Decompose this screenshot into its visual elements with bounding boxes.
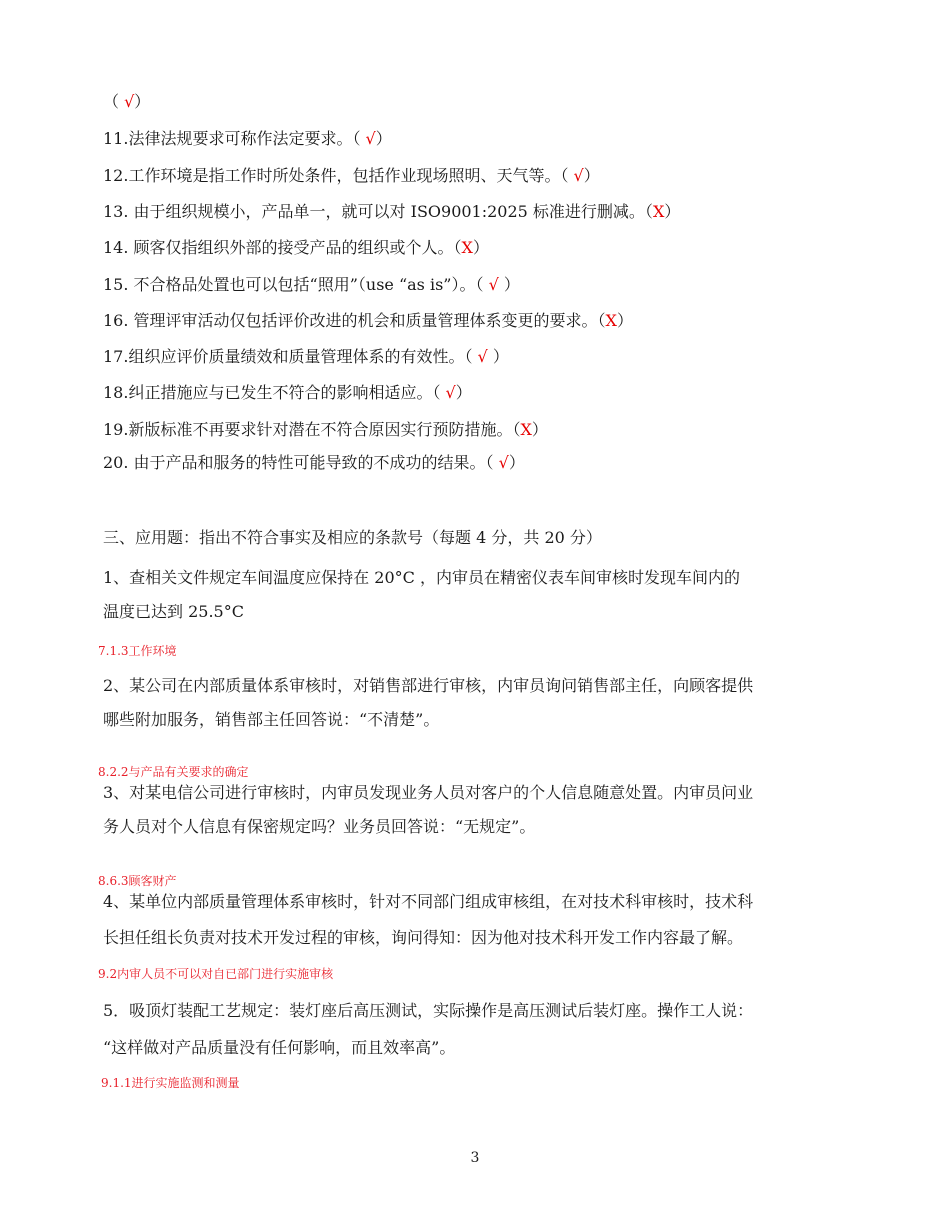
tf-text: 17.组织应评价质量绩效和质量管理体系的有效性。（ (103, 347, 478, 366)
tf-text: 14. 顾客仅指组织外部的接受产品的组织或个人。（ (103, 238, 462, 257)
question-2-line-2: 哪些附加服务，销售部主任回答说：“不清楚”。 (103, 710, 440, 729)
tf-text: 20. 由于产品和服务的特性可能导致的不成功的结果。（ (103, 453, 499, 472)
question-1-line-2: 温度已达到 25.5°C (103, 602, 244, 621)
answer-mark: √ (573, 166, 584, 185)
tf-text: ） (487, 347, 509, 366)
tf-text: ） (664, 202, 681, 221)
question-3-line-2: 务人员对个人信息有保密规定吗？业务员回答说：“无规定”。 (103, 817, 536, 836)
question-2-line-1: 2、某公司在内部质量体系审核时，对销售部进行审核，内审员询问销售部主任，向顾客提供 (103, 676, 754, 695)
answer-mark: √ (365, 129, 376, 148)
answer-mark: √ (445, 383, 456, 402)
tf-text: ） (583, 166, 600, 185)
tf-text: ） (455, 383, 472, 402)
tf-text: ） (616, 311, 633, 330)
tf-item-19 (103, 420, 548, 440)
answer-mark: X (461, 238, 473, 257)
tf-text: 12.工作环境是指工作时所处条件，包括作业现场照明、天气等。（ (103, 166, 574, 185)
tf-text: ） (472, 238, 489, 257)
tf-item-11 (103, 129, 392, 149)
question-5-line-2: “这样做对产品质量没有任何影响，而且效率高”。 (103, 1038, 456, 1057)
question-5-line-1: 5．吸顶灯装配工艺规定：装灯座后高压测试，实际操作是高压测试后装灯座。操作工人说： (103, 1001, 754, 1020)
section-heading: 三、应用题：指出不符合事实及相应的条款号（每题 4 分，共 20 分） (103, 528, 602, 547)
tf-text: 16. 管理评审活动仅包括评价改进的机会和质量管理体系变更的要求。（ (103, 311, 606, 330)
answer-mark: X (605, 311, 617, 330)
answer-1: 7.1.3工作环境 (98, 644, 177, 658)
question-4-line-1: 4、某单位内部质量管理体系审核时，针对不同部门组成审核组，在对技术科审核时，技术科 (103, 892, 754, 911)
tf-item-14 (103, 238, 489, 258)
tf-text: ） (508, 453, 525, 472)
answer-mark: X (652, 202, 665, 221)
tf-text: 11.法律法规要求可称作法定要求。（ (103, 129, 366, 148)
tf-item-12 (103, 166, 600, 186)
tf-text: 13. 由于组织规模小，产品单一，就可以对 ISO9001:2025 标准进行删减。（ (103, 202, 653, 221)
tf-item-20 (103, 453, 525, 473)
tf-text: ） (375, 129, 392, 148)
tf-text: ） (134, 92, 151, 111)
page-number: 3 (470, 1150, 480, 1166)
answer-mark: √ (498, 453, 509, 472)
answer-mark: √ (477, 347, 488, 366)
tf-text: 19.新版标准不再要求针对潜在不符合原因实行预防措施。（ (103, 420, 521, 439)
question-1-line-1: 1、查相关文件规定车间温度应保持在 20°C ，内审员在精密仪表车间审核时发现车间内的 (103, 568, 740, 587)
tf-text: （ (103, 92, 125, 111)
answer-mark: √ (124, 92, 135, 111)
tf-item-10-tail (103, 92, 150, 112)
tf-text: 18.纠正措施应与已发生不符合的影响相适应。（ (103, 383, 446, 402)
tf-text: ） (498, 275, 520, 294)
question-3-line-1: 3、对某电信公司进行审核时，内审员发现业务人员对客户的个人信息随意处置。内审员问业 (103, 783, 754, 802)
tf-item-17 (103, 347, 509, 367)
answer-5: 9.1.1进行实施监测和测量 (101, 1076, 240, 1090)
answer-3: 8.6.3顾客财产 (98, 874, 177, 888)
tf-item-16 (103, 311, 633, 331)
tf-text: 15. 不合格品处置也可以包括“照用”（use “as is”）。（ (103, 275, 489, 294)
tf-item-18 (103, 383, 472, 403)
tf-item-13 (103, 202, 680, 222)
tf-item-15 (103, 275, 520, 295)
tf-text: ） (531, 420, 548, 439)
answer-mark: √ (488, 275, 499, 294)
question-4-line-2: 长担任组长负责对技术开发过程的审核，询问得知：因为他对技术科开发工作内容最了解。 (103, 928, 744, 947)
answer-2: 8.2.2与产品有关要求的确定 (98, 765, 249, 779)
answer-mark: X (520, 420, 532, 439)
answer-4: 9.2内审人员不可以对自已部门进行实施审核 (98, 967, 334, 981)
